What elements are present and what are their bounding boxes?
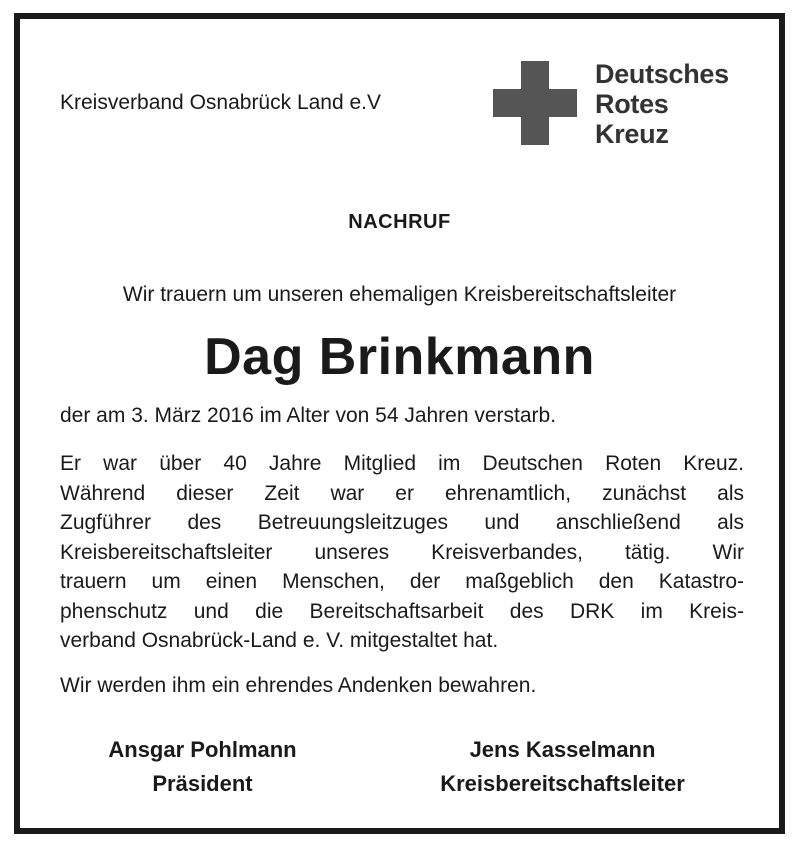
logo-line-rotes: Rotes	[595, 89, 669, 119]
paragraph-line: trauern um einen Menschen, der maßgeblich den Katastro-	[60, 570, 744, 593]
paragraph-line: Während dieser Zeit war er ehrenamtlich, zunächst als	[60, 481, 744, 505]
signatory-name: Ansgar Pohlmann	[108, 737, 297, 762]
signatory-name: Jens Kasselmann	[469, 737, 656, 762]
tribute-paragraph	[60, 449, 744, 656]
obituary-notice	[14, 13, 785, 834]
paragraph-line: Er war über 40 Jahre Mitglied im Deutschen Roten Kreuz.	[60, 452, 744, 475]
signatory-role: Kreisbereitschaftsleiter	[440, 771, 685, 796]
paragraph-line: verband Osnabrück-Land e. V. mitgestaltet hat.	[60, 629, 499, 652]
logo-line-kreuz: Kreuz	[595, 119, 669, 149]
paragraph-line: Kreisbereitschaftsleiter unseres Kreisverbandes, tätig. Wir	[60, 540, 744, 564]
organization-name: Kreisverband Osnabrück Land e.V	[60, 91, 382, 114]
signatory-role: Präsident	[152, 771, 253, 796]
intro-line: Wir trauern um unseren ehemaligen Kreisbereitschaftsleiter	[122, 283, 677, 306]
drk-logo-wordmark	[595, 59, 729, 149]
signature-block-president	[60, 733, 345, 801]
paragraph-line: Zugführer des Betreuungsleitzuges und anschließend als	[60, 511, 744, 534]
paragraph-line: phenschutz und die Bereitschaftsarbeit des DRK im Kreis-	[60, 599, 744, 623]
logo-line-deutsches: Deutsches	[595, 59, 729, 89]
closing-line: Wir werden ihm ein ehrendes Andenken bewahren.	[60, 674, 537, 697]
signature-block-leader	[400, 733, 725, 801]
red-cross-icon	[493, 61, 577, 145]
deceased-name: Dag Brinkmann	[204, 328, 595, 386]
notice-heading: NACHRUF	[348, 211, 451, 233]
death-date-line: der am 3. März 2016 im Alter von 54 Jahren verstarb.	[60, 404, 557, 427]
